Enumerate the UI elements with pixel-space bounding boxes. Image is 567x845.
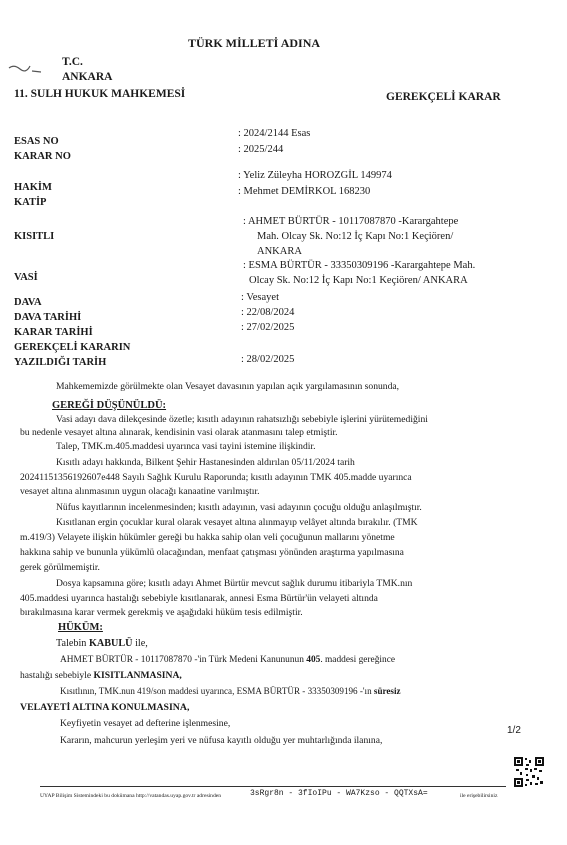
verdict-line-2: AHMET BÜRTÜR - 10117087870 -'in Türk Medeni Kanununun 405. maddesi gereğince (60, 655, 396, 665)
verdict-line-7: Kararın, mahcurun yerleşim yeri ve nüfusa kayıtlı olduğu yer muhtarlığında ilanına, (60, 735, 383, 746)
body-line: Nüfus kayıtlarının incelenmesinden; kısıtlı adayının, vasi adayının çocuğu olduğu anlaşılmıştır. (56, 502, 422, 513)
verdict-line-1: Talebin KABULÜ ile, (56, 638, 148, 649)
case-value-dava: : Vesayet (241, 292, 280, 303)
footer-divider (40, 786, 506, 787)
case-value-kisitli-line2: Mah. Olcay Sk. No:12 İç Kapı No:1 Keçiören/ (257, 231, 454, 242)
reasoning-heading: GEREĞİ DÜŞÜNÜLDÜ: (52, 400, 167, 411)
signature-mark (8, 60, 42, 74)
verdict-line-4: Kısıtlının, TMK.nun 419/son maddesi uyarınca, ESMA BÜRTÜR - 33350309196 -'ın süresiz (60, 686, 401, 696)
body-line: hakkına sahip ve bununla yükümlü olacağından, menfaat çatışması yönünden araştırma yapılmasına (20, 547, 404, 558)
case-label-hakim: HAKİM (14, 182, 52, 193)
page-number: 1/2 (507, 725, 521, 736)
case-value-gerekceli: : 28/02/2025 (241, 354, 295, 365)
case-label-dava: DAVA (14, 297, 42, 308)
court-name: 11. SULH HUKUK MAHKEMESİ (14, 88, 186, 100)
case-value-vasi-line1: : ESMA BÜRTÜR - 33350309196 -Karargahtepe Mah. (243, 260, 476, 271)
document-heading: TÜRK MİLLETİ ADINA (188, 36, 321, 50)
body-line: vesayet altına alınmasının uygun olacağı kanaatine varılmıştır. (20, 486, 260, 497)
verdict-line-6: Keyfiyetin vesayet ad defterine işlenmesine, (60, 718, 231, 729)
case-label-karar-tarihi: KARAR TARİHİ (14, 327, 93, 338)
case-label-kisitli: KISITLI (14, 231, 55, 242)
footer-suffix: ile erişebilirsiniz (460, 793, 498, 799)
case-value-dava-tarihi: : 22/08/2024 (241, 307, 295, 318)
case-value-kisitli-line3: ANKARA (257, 246, 302, 257)
case-label-gerekceli-line1: GEREKÇELİ KARARIN (14, 342, 131, 353)
body-line: 2024115135619260​7e448 Sayılı Sağlık Kurulu Raporunda; kısıtlı adayının TMK 405.madde uyarınca (20, 472, 412, 483)
decision-type: GEREKÇELİ KARAR (386, 91, 501, 103)
body-line: Talep, TMK.m.405.maddesi uyarınca vasi tayini istemine ilişkindir. (56, 441, 316, 452)
case-label-karar: KARAR NO (14, 151, 71, 162)
intro-text: Mahkememizde görülmekte olan Vesayet davasının yapılan açık yargılamasının sonunda, (56, 381, 400, 392)
case-label-dava-tarihi: DAVA TARİHİ (14, 312, 82, 323)
verdict-line-3: hastalığı sebebiyle KISITLANMASINA, (20, 670, 182, 681)
body-line: 405.maddesi uyarınca hastalığı sebebiyle kısıtlanarak, annesi Esma Bürtür'ün velayeti altında (20, 593, 378, 604)
tc-label: T.C. (62, 56, 83, 68)
case-value-karar-tarihi: : 27/02/2025 (241, 322, 295, 333)
case-value-esas: : 2024/2144 Esas (238, 128, 311, 139)
case-label-gerekceli-line2: YAZILDIĞI TARİH (14, 357, 107, 368)
case-label-vasi: VASİ (14, 272, 38, 283)
case-label-esas: ESAS NO (14, 136, 59, 147)
body-line: Kısıtlanan ergin çocuklar kural olarak vesayet altına alınmayıp velâyet altında bırakılır. (TMK (56, 517, 418, 528)
verdict-line-5: VELAYETİ ALTINA KONULMASINA, (20, 702, 190, 713)
footer-code: 3sRgr8n - 3fIoIPu - WA7Kzso - QQTXsA= (250, 789, 428, 798)
case-value-katip: : Mehmet DEMİRKOL 168230 (238, 186, 371, 197)
city-label: ANKARA (62, 71, 113, 83)
body-line: Dosya kapsamına göre; kısıtlı adayı Ahmet Bürtür mevcut sağlık durumu itibariyla TMK.nın (56, 578, 413, 589)
case-value-kisitli-line1: : AHMET BÜRTÜR - 10117087870 -Karargahtepe (243, 216, 459, 227)
qr-code (514, 757, 544, 787)
body-line: gerek görülmemiştir. (20, 562, 100, 573)
case-value-vasi-line2: Olcay Sk. No:12 İç Kapı No:1 Keçiören/ ANKARA (249, 275, 468, 286)
case-value-karar: : 2025/244 (238, 144, 284, 155)
verdict-heading: HÜKÜM: (58, 622, 103, 633)
body-line: m.419/3) Velayete ilişkin hükümler gereği bu hakka sahip olan veli çocuğunun mallarını yönetme (20, 532, 395, 543)
body-line: bırakılmasına karar vermek gerekmiş ve aşağıdaki hüküm tesis edilmiştir. (20, 607, 303, 618)
case-value-hakim: : Yeliz Züleyha HOROZGİL 149974 (238, 170, 392, 181)
body-line: bu nedenle vesayet altına alınarak, kendisinin vasi olarak atanmasını talep etmiştir. (20, 427, 338, 438)
case-label-katip: KATİP (14, 197, 47, 208)
body-line: Vasi adayı dava dilekçesinde özetle; kısıtlı adayının rahatsızlığı sebebiyle işlerini yürütemediğini (56, 414, 428, 425)
body-line: Kısıtlı adayı hakkında, Bilkent Şehir Hastanesinden aldırılan 05/11/2024 tarih (56, 457, 355, 468)
footer-text: UYAP Bilişim Sistemindeki bu dokümana http://vatandas.uyap.gov.tr adresinden (40, 793, 222, 799)
